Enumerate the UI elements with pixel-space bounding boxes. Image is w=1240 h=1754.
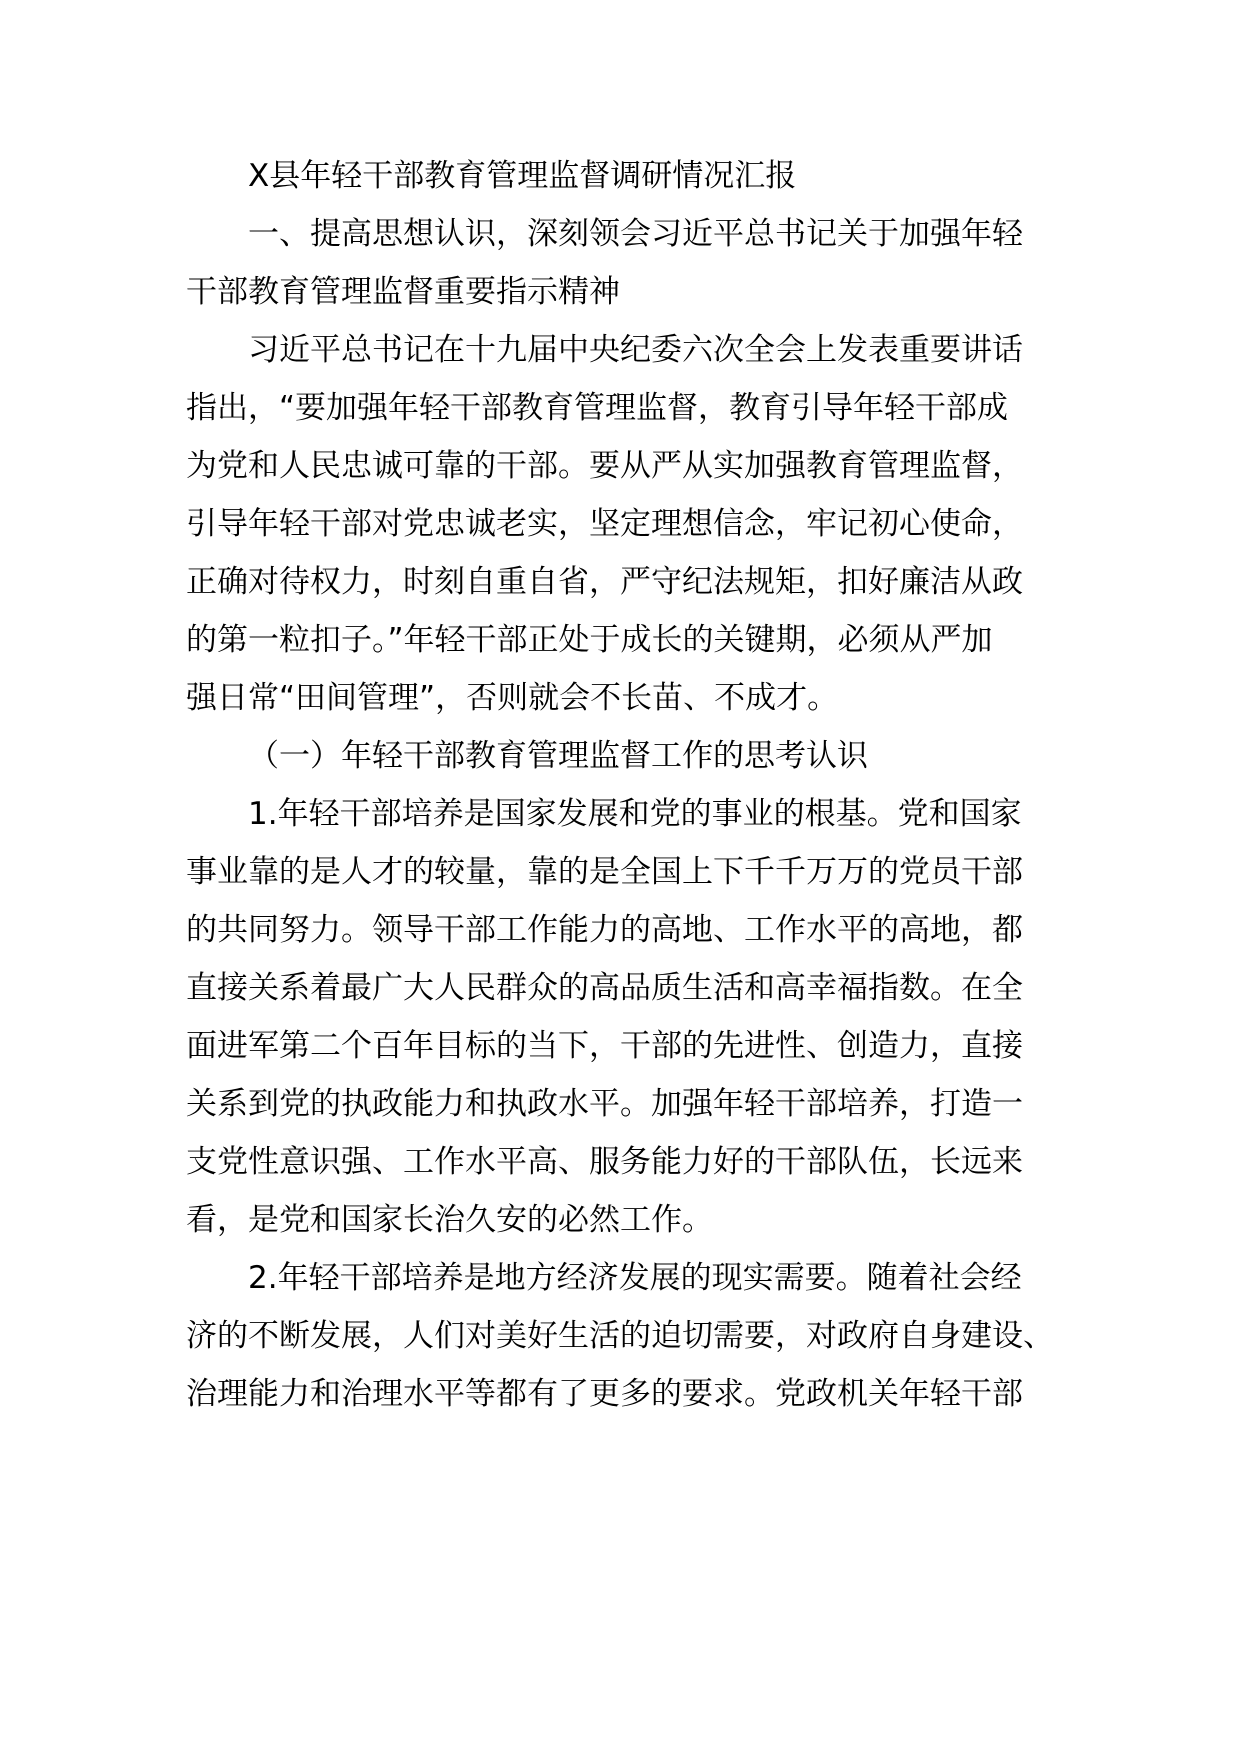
section-heading-line: 一、提高思想认识，深刻领会习近平总书记关于加强年轻: [248, 216, 1023, 252]
section-heading-line: 干部教育管理监督重要指示精神: [186, 274, 620, 310]
paragraph-line: 1.年轻干部培养是国家发展和党的事业的根基。党和国家: [248, 796, 1022, 832]
paragraph-line: 2.年轻干部培养是地方经济发展的现实需要。随着社会经: [248, 1260, 1022, 1296]
paragraph-line: 直接关系着最广大人民群众的高品质生活和高幸福指数。在全: [186, 970, 1023, 1006]
paragraph-line: 面进军第二个百年目标的当下，干部的先进性、创造力，直接: [186, 1028, 1023, 1064]
paragraph-line: 引导年轻干部对党忠诚老实，坚定理想信念，牢记初心使命，: [186, 506, 1023, 542]
document-title: X县年轻干部教育管理监督调研情况汇报: [248, 158, 797, 194]
paragraph-line: 的第一粒扣子。”年轻干部正处于成长的关键期，必须从严加: [186, 622, 993, 658]
paragraph-line: 习近平总书记在十九届中央纪委六次全会上发表重要讲话: [248, 332, 1023, 368]
paragraph-line: 支党性意识强、工作水平高、服务能力好的干部队伍，长远来: [186, 1144, 1023, 1180]
subsection-heading: （一）年轻干部教育管理监督工作的思考认识: [248, 738, 868, 774]
paragraph-line: 指出，“要加强年轻干部教育管理监督，教育引导年轻干部成: [186, 390, 1009, 426]
paragraph-line: 强日常“田间管理”，否则就会不长苗、不成才。: [186, 680, 839, 716]
paragraph-line: 的共同努力。领导干部工作能力的高地、工作水平的高地，都: [186, 912, 1023, 948]
paragraph-line: 看，是党和国家长治久安的必然工作。: [186, 1202, 713, 1238]
paragraph-line: 正确对待权力，时刻自重自省，严守纪法规矩，扣好廉洁从政: [186, 564, 1023, 600]
paragraph-line: 事业靠的是人才的较量，靠的是全国上下千千万万的党员干部: [186, 854, 1023, 890]
paragraph-line: 治理能力和治理水平等都有了更多的要求。党政机关年轻干部: [186, 1376, 1023, 1412]
paragraph-line: 济的不断发展，人们对美好生活的迫切需要，对政府自身建设、: [186, 1318, 1054, 1354]
paragraph-line: 关系到党的执政能力和执政水平。加强年轻干部培养，打造一: [186, 1086, 1023, 1122]
paragraph-line: 为党和人民忠诚可靠的干部。要从严从实加强教育管理监督，: [186, 448, 1023, 484]
